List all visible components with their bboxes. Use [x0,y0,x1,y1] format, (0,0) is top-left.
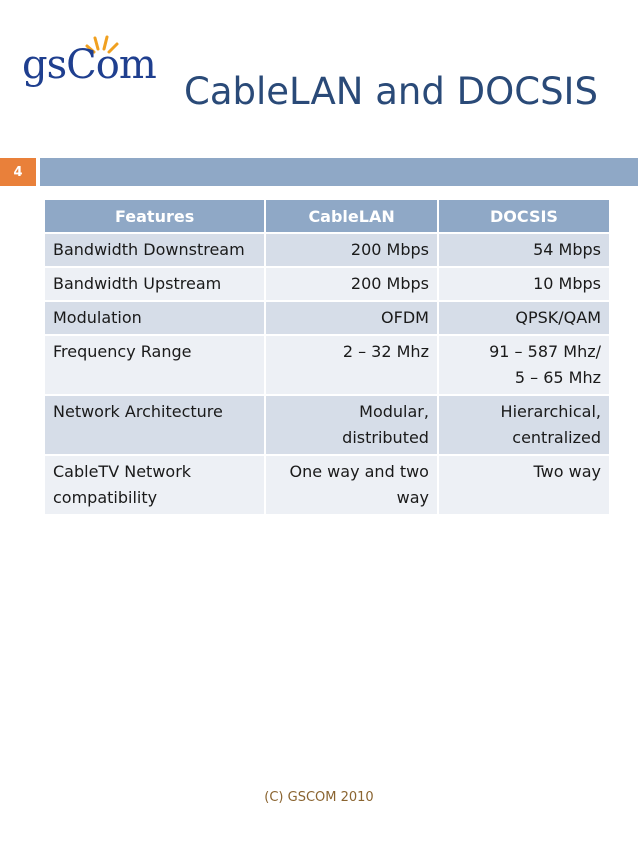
footer-copyright: (C) GSCOM 2010 [264,790,374,805]
logo-text: gsCom [22,42,156,88]
docsis-cell [439,396,609,454]
docsis-cell [439,336,609,394]
feature-cell: Network Architecture [45,396,264,454]
docsis-line-2: centralized [512,428,601,447]
header-cablelan: CableLAN [266,200,437,232]
cablelan-line-2: way [396,488,429,507]
feature-cell: Bandwidth Upstream [45,268,264,300]
table-row [45,302,609,334]
table-row [45,456,609,514]
slide-number: 4 [0,158,36,186]
feature-line-2: compatibility [53,488,158,507]
feature-line-1: CableTV Network [53,462,192,481]
docsis-line-1: Hierarchical, [500,402,601,421]
feature-cell: Bandwidth Downstream [45,234,264,266]
cablelan-line-2: distributed [342,428,429,447]
cablelan-cell: 200 Mbps [266,234,437,266]
header-bar [40,158,638,186]
header-features: Features [45,200,264,232]
gscom-logo [22,34,162,94]
cablelan-line-1: One way and two [289,462,429,481]
feature-cell: Modulation [45,302,264,334]
docsis-line-1: 91 – 587 Mhz/ [489,342,601,361]
comparison-table [43,198,611,516]
cablelan-cell [266,456,437,514]
header-docsis: DOCSIS [439,200,609,232]
cablelan-cell: 2 – 32 Mhz [266,336,437,394]
docsis-cell: QPSK/QAM [439,302,609,334]
table-row [45,336,609,394]
docsis-line-2: 5 – 65 Mhz [514,368,601,387]
feature-cell [45,456,264,514]
cablelan-cell: OFDM [266,302,437,334]
table-header-row [45,200,609,232]
table-row [45,268,609,300]
table-row [45,396,609,454]
cablelan-line-1: Modular, [359,402,429,421]
slide-title: CableLAN and DOCSIS [184,70,598,113]
docsis-cell: 54 Mbps [439,234,609,266]
table-row [45,234,609,266]
cablelan-cell: 200 Mbps [266,268,437,300]
cablelan-cell [266,396,437,454]
docsis-cell: Two way [439,456,609,514]
docsis-cell: 10 Mbps [439,268,609,300]
feature-cell: Frequency Range [45,336,264,394]
